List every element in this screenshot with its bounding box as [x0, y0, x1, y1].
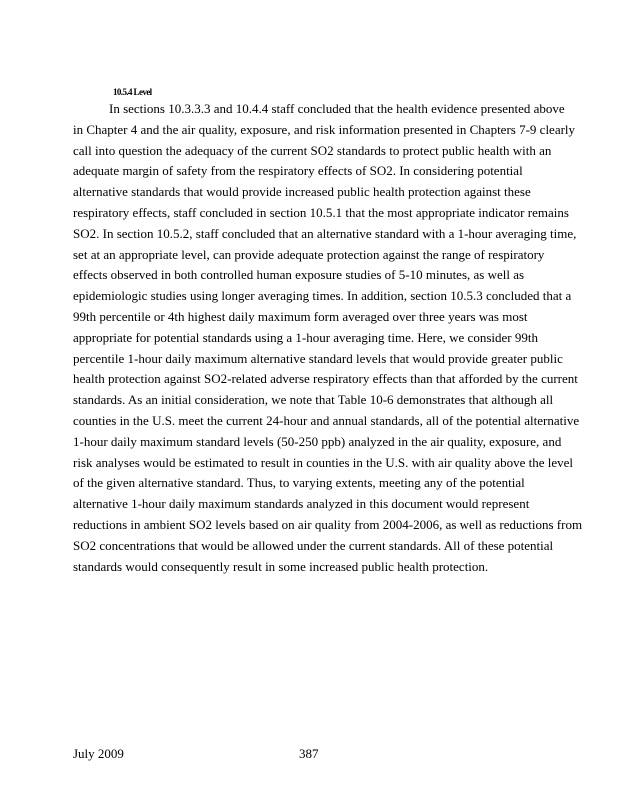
text-line: epidemiologic studies using longer averaging times. In addition, section 10.5.3 concluded that a	[73, 288, 572, 304]
text-line: standards would consequently result in some increased public health protection.	[73, 558, 489, 574]
text-line: effects observed in both controlled human exposure studies of 5-10 minutes, as well as	[73, 267, 525, 283]
text-line: risk analyses would be estimated to result in counties in the U.S. with air quality above the level	[73, 454, 574, 470]
text-line: respiratory effects, staff concluded in section 10.5.1 that the most appropriate indicator remains	[73, 204, 569, 220]
text-line: in Chapter 4 and the air quality, exposure, and risk information presented in Chapters 7-9 clearly	[73, 121, 576, 137]
text-line: percentile 1-hour daily maximum alternative standard levels that would provide greater public	[73, 350, 563, 366]
text-line: SO2 concentrations that would be allowed under the current standards. All of these potential	[73, 537, 554, 553]
text-line: alternative standards that would provide increased public health protection against these	[73, 184, 531, 200]
text-line: counties in the U.S. meet the current 24-hour and annual standards, all of the potential alternative	[73, 412, 580, 428]
text-line: SO2. In section 10.5.2, staff concluded that an alternative standard with a 1-hour averaging time,	[73, 225, 577, 241]
text-line: set at an appropriate level, can provide adequate protection against the range of respiratory	[73, 246, 545, 262]
text-line: appropriate for potential standards using a 1-hour averaging time. Here, we consider 99th	[73, 329, 538, 345]
text-line: health protection against SO2-related adverse respiratory effects than that afforded by the current	[73, 371, 578, 387]
text-line: adequate margin of safety from the respiratory effects of SO2. In considering potential	[73, 163, 523, 179]
text-line: 99th percentile or 4th highest daily maximum form averaged over three years was most	[73, 308, 528, 324]
text-line: call into question the adequacy of the current SO2 standards to protect public health with an	[73, 142, 552, 158]
text-line: of the given alternative standard. Thus, to varying extents, meeting any of the potential	[73, 475, 525, 491]
section-heading: 10.5.4 Level	[113, 87, 152, 97]
text-line: In sections 10.3.3.3 and 10.4.4 staff concluded that the health evidence presented above	[109, 101, 565, 116]
text-line: reductions in ambient SO2 levels based on air quality from 2004-2006, as well as reductions from	[73, 516, 583, 532]
body-paragraph	[73, 99, 583, 577]
text-line: 1-hour daily maximum standard levels (50-250 ppb) analyzed in the air quality, exposure, and	[73, 433, 562, 449]
text-line: standards. As an initial consideration, we note that Table 10-6 demonstrates that although all	[73, 392, 554, 408]
text-line: alternative 1-hour daily maximum standards analyzed in this document would represent	[73, 496, 530, 512]
page-number: 387	[299, 746, 319, 761]
footer-date: July 2009	[73, 746, 124, 761]
